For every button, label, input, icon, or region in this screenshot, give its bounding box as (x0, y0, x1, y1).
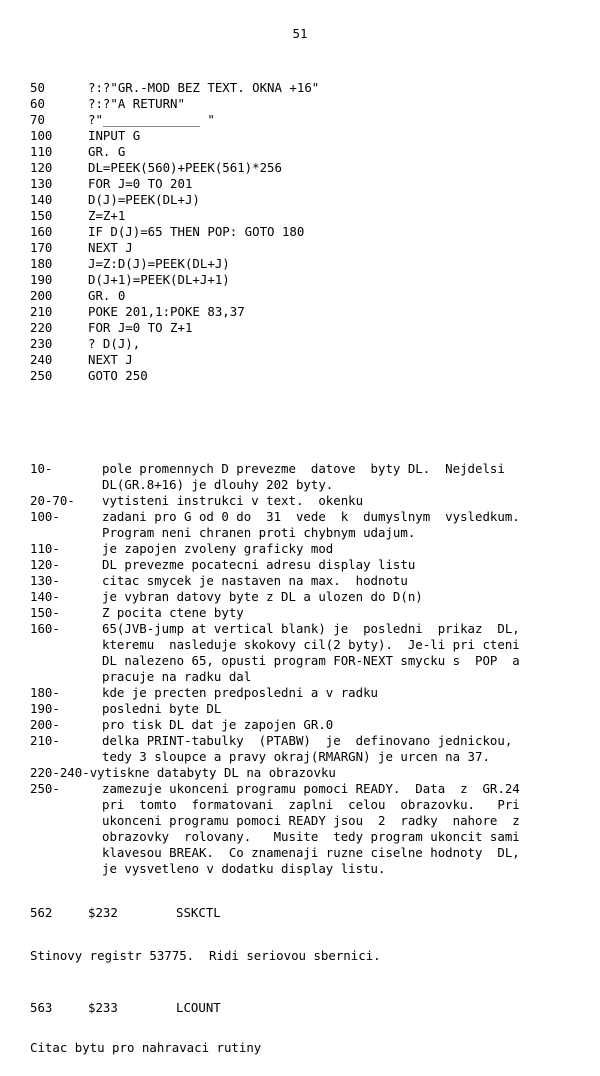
line-number: 180 (30, 256, 53, 271)
register-description-562: Stinovy registr 53775. Ridi seriovou sbernici. (30, 948, 381, 963)
note-entry (30, 509, 578, 541)
note-entry (30, 685, 578, 701)
note-entry (30, 781, 578, 877)
line-code: POKE 201,1:POKE 83,37 (88, 304, 245, 319)
page-number: 51 (292, 26, 308, 41)
note-entry (30, 605, 578, 621)
line-number: 210 (30, 304, 53, 319)
note-text: Z pocita ctene byty (102, 605, 244, 620)
note-text: citac smycek je nastaven na max. hodnotu (102, 573, 408, 588)
listing-line (30, 304, 319, 320)
note-text: kde je precten predposledni a v radku (102, 685, 379, 700)
listing-line (30, 320, 319, 336)
note-ref: 210- (30, 733, 60, 748)
note-ref: 140- (30, 589, 60, 604)
note-ref: 150- (30, 605, 60, 620)
line-number: 170 (30, 240, 53, 255)
basic-listing (30, 80, 319, 384)
line-code: ? D(J), (88, 336, 141, 351)
note-text: pro tisk DL dat je zapojen GR.0 (102, 717, 334, 732)
line-number: 140 (30, 192, 53, 207)
line-number: 100 (30, 128, 53, 143)
line-code: ?"_____________ " (88, 112, 215, 127)
register-heading-563 (30, 1000, 221, 1016)
register-hex: $233 (88, 1000, 118, 1015)
line-number: 230 (30, 336, 53, 351)
line-code: D(J)=PEEK(DL+J) (88, 192, 200, 207)
note-ref: 250- (30, 781, 60, 796)
line-number: 150 (30, 208, 53, 223)
register-heading-562 (30, 905, 221, 921)
note-entry (30, 589, 578, 605)
note-text: je vybran datovy byte z DL a ulozen do D(n) (102, 589, 423, 604)
line-code: Z=Z+1 (88, 208, 126, 223)
note-text: DL prevezme pocatecni adresu display listu (102, 557, 416, 572)
line-code: FOR J=0 TO Z+1 (88, 320, 193, 335)
line-code: INPUT G (88, 128, 141, 143)
listing-line (30, 336, 319, 352)
note-ref: 160- (30, 621, 60, 636)
note-entry (30, 557, 578, 573)
line-number: 50 (30, 80, 45, 95)
listing-line (30, 96, 319, 112)
line-number: 240 (30, 352, 53, 367)
note-entry (30, 733, 578, 765)
listing-line (30, 160, 319, 176)
note-entry (30, 541, 578, 557)
line-code: GR. 0 (88, 288, 126, 303)
listing-line (30, 208, 319, 224)
line-number: 120 (30, 160, 53, 175)
note-text: pole promennych D prevezme datove byty DL. Nejdelsi DL(GR.8+16) je dlouhy 202 byty. (102, 461, 505, 492)
note-entry (30, 461, 578, 493)
register-description-563: Citac bytu pro nahravaci rutiny (30, 1040, 262, 1055)
line-number: 220 (30, 320, 53, 335)
note-text: 65(JVB-jump at vertical blank) je posledni prikaz DL, kteremu nasleduje skokovy cil(2 byty). Je-li pri cteni DL nalezeno 65, opusti program FOR-NEXT smycku s POP a pracuje na radku dal (102, 621, 520, 684)
listing-line (30, 80, 319, 96)
note-entry (30, 493, 578, 509)
line-notes (30, 461, 578, 877)
register-name: SSKCTL (176, 905, 221, 920)
note-ref: 100- (30, 509, 60, 524)
listing-line (30, 176, 319, 192)
note-text: posledni byte DL (102, 701, 222, 716)
listing-line (30, 272, 319, 288)
line-code: J=Z:D(J)=PEEK(DL+J) (88, 256, 230, 271)
line-number: 200 (30, 288, 53, 303)
line-number: 70 (30, 112, 45, 127)
register-dec: 563 (30, 1000, 53, 1015)
note-text: zamezuje ukonceni programu pomoci READY. Data z GR.24 pri tomto formatovani zaplni celou obrazovku. Pri ukonceni programu pomoci READY jsou 2 radky nahore z obrazovky rolovany. Musite tedy program ukoncit sami klavesou BREAK. Co znamenaji ruzne ciselne hodnoty DL, je vysvetleno v dodatku display listu. (102, 781, 520, 876)
note-entry (30, 621, 578, 685)
note-ref: 200- (30, 717, 60, 732)
line-code: D(J+1)=PEEK(DL+J+1) (88, 272, 230, 287)
listing-line (30, 288, 319, 304)
listing-line (30, 224, 319, 240)
listing-line (30, 240, 319, 256)
note-entry (30, 765, 578, 781)
note-ref: 180- (30, 685, 60, 700)
line-code: ?:?"A RETURN" (88, 96, 185, 111)
line-number: 190 (30, 272, 53, 287)
note-ref: 10- (30, 461, 53, 476)
note-ref: 220-240- (30, 765, 90, 780)
line-code: FOR J=0 TO 201 (88, 176, 193, 191)
line-number: 250 (30, 368, 53, 383)
line-code: NEXT J (88, 352, 133, 367)
note-ref: 190- (30, 701, 60, 716)
note-text: je zapojen zvoleny graficky mod (102, 541, 334, 556)
line-number: 110 (30, 144, 53, 159)
line-code: GR. G (88, 144, 126, 159)
line-code: GOTO 250 (88, 368, 148, 383)
listing-line (30, 352, 319, 368)
listing-line (30, 256, 319, 272)
note-entry (30, 717, 578, 733)
line-code: NEXT J (88, 240, 133, 255)
listing-line (30, 368, 319, 384)
note-ref: 120- (30, 557, 60, 572)
note-entry (30, 573, 578, 589)
note-ref: 20-70- (30, 493, 75, 508)
line-code: IF D(J)=65 THEN POP: GOTO 180 (88, 224, 305, 239)
register-hex: $232 (88, 905, 118, 920)
line-number: 130 (30, 176, 53, 191)
note-text: vytiskne databyty DL na obrazovku (89, 765, 336, 780)
line-code: DL=PEEK(560)+PEEK(561)*256 (88, 160, 282, 175)
note-entry (30, 701, 578, 717)
register-name: LCOUNT (176, 1000, 221, 1015)
note-text: delka PRINT-tabulky (PTABW) je definovano jednickou, tedy 3 sloupce a pravy okraj(RMARGN) je urcen na 37. (102, 733, 513, 764)
note-text: vytisteni instrukci v text. okenku (102, 493, 364, 508)
listing-line (30, 192, 319, 208)
line-code: ?:?"GR.-MOD BEZ TEXT. OKNA +16" (88, 80, 320, 95)
listing-line (30, 144, 319, 160)
register-dec: 562 (30, 905, 53, 920)
line-number: 60 (30, 96, 45, 111)
line-number: 160 (30, 224, 53, 239)
note-ref: 110- (30, 541, 60, 556)
note-text: zadani pro G od 0 do 31 vede k dumyslnym vysledkum. Program neni chranen proti chybnym udajum. (102, 509, 520, 540)
listing-line (30, 112, 319, 128)
note-ref: 130- (30, 573, 60, 588)
listing-line (30, 128, 319, 144)
